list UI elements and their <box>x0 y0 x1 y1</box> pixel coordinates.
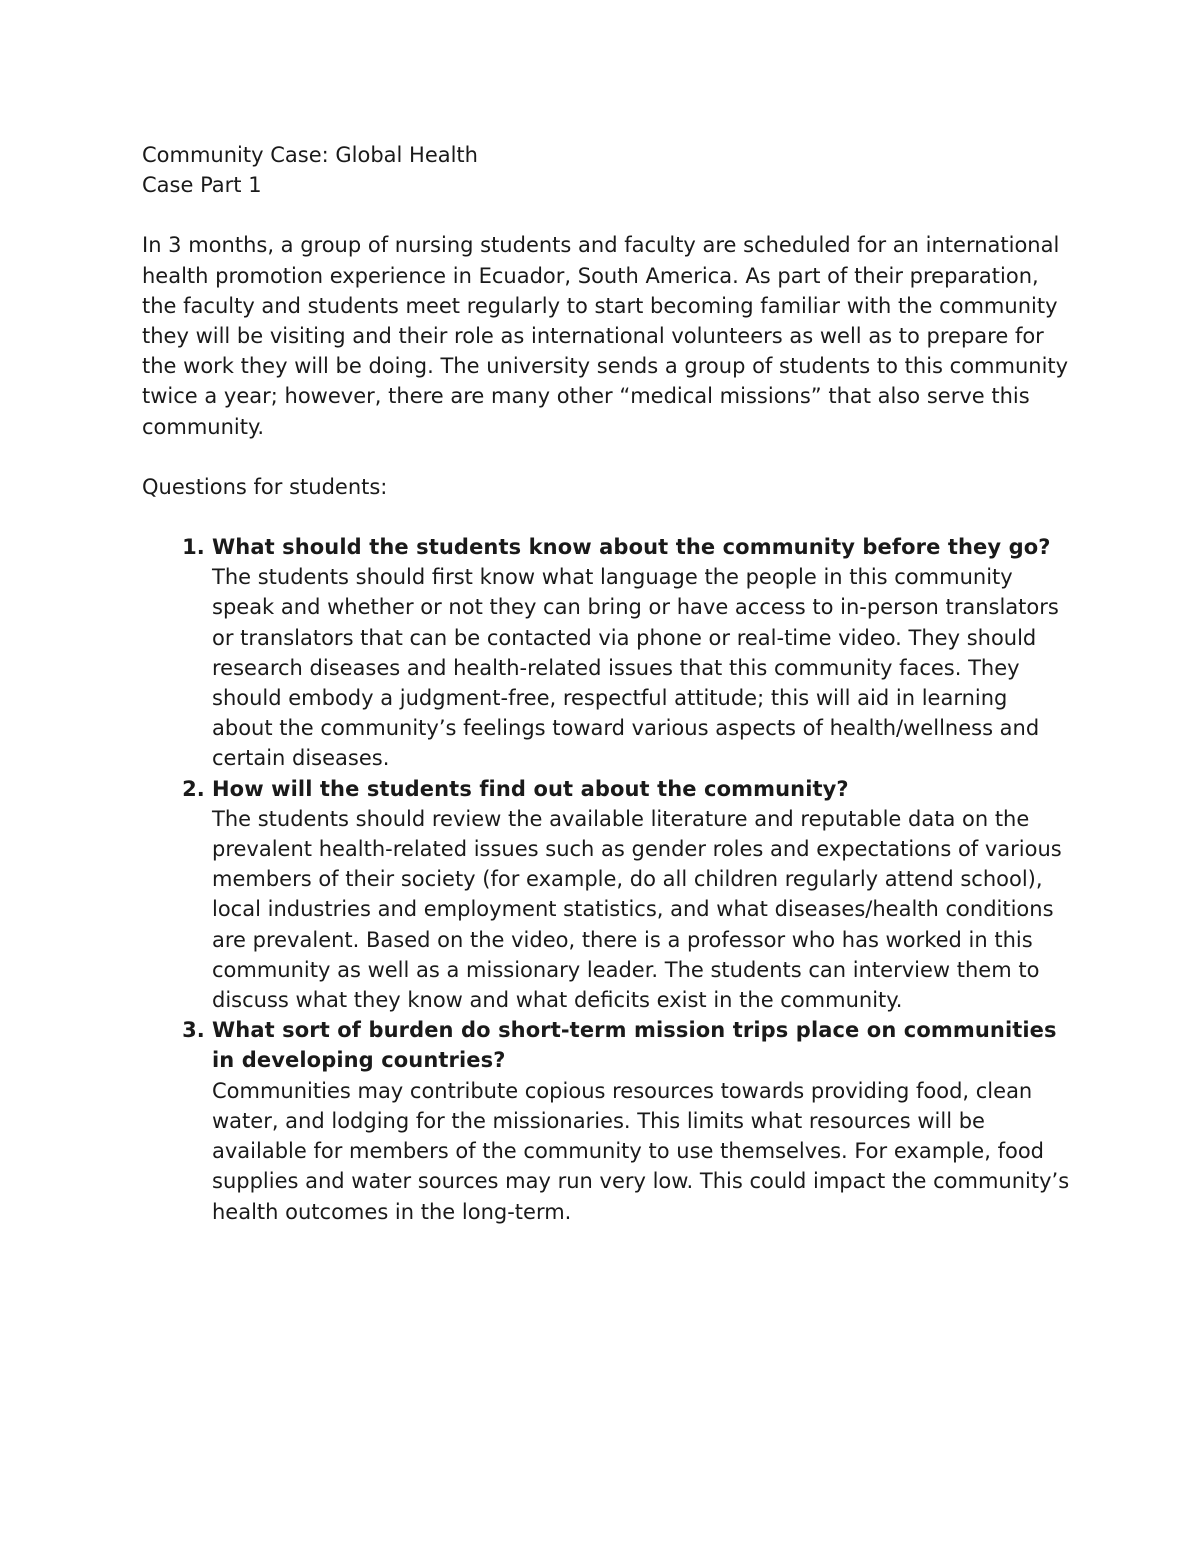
questions-heading: Questions for students: <box>142 474 388 499</box>
intro-paragraph: In 3 months, a group of nursing students and faculty are scheduled for an international health promotion experience in Ecuador, South America. As part of their preparation, the faculty and students meet regularly to start becoming familiar with the community they will be visiting and their role as international volunteers as well as to prepare for the work they will be doing. The university sends a group of students to this community twice a year; however, there are many other “medical missions” that also serve this community. <box>142 233 1069 439</box>
document-body <box>142 140 1072 1227</box>
question-text: 2. How will the students find out about the community? <box>212 776 849 801</box>
answer-text: Communities may contribute copious resources towards providing food, clean water, and lodging for the missionaries. This limits what resources will be available for members of the community to use themselves. For example, food supplies and water sources may run very low. This could impact the community’s health outcomes in the long-term. <box>212 1078 1070 1224</box>
question-list <box>142 532 1072 1227</box>
answer-text: The students should review the available literature and reputable data on the prevalent health-related issues such as gender roles and expectations of various members of their society (for example, do all children regularly attend school), local industries and employment statistics, and what diseases/health conditions are prevalent. Based on the video, there is a professor who has worked in this community as well as a missionary leader. The students can interview them to discuss what they know and what deficits exist in the community. <box>212 806 1062 1013</box>
question-text: 3. What sort of burden do short-term mission trips place on communities in developing countries? <box>212 1018 1057 1073</box>
document-subtitle: Case Part 1 <box>142 173 262 198</box>
question-item-2 <box>212 774 1072 1016</box>
document-title: Community Case: Global Health <box>142 143 478 167</box>
question-text: 1. What should the students know about the community before they go? <box>212 535 1051 560</box>
answer-text: The students should first know what language the people in this community speak and whether or not they can bring or have access to in-person translators or translators that can be contacted via phone or real-time video. They should research diseases and health-related issues that this community faces. They should embody a judgment-free, respectful attitude; this will aid in learning about the community’s feelings toward various aspects of health/wellness and certain diseases. <box>212 565 1059 771</box>
question-item-3 <box>212 1015 1072 1226</box>
question-item-1 <box>212 532 1072 774</box>
